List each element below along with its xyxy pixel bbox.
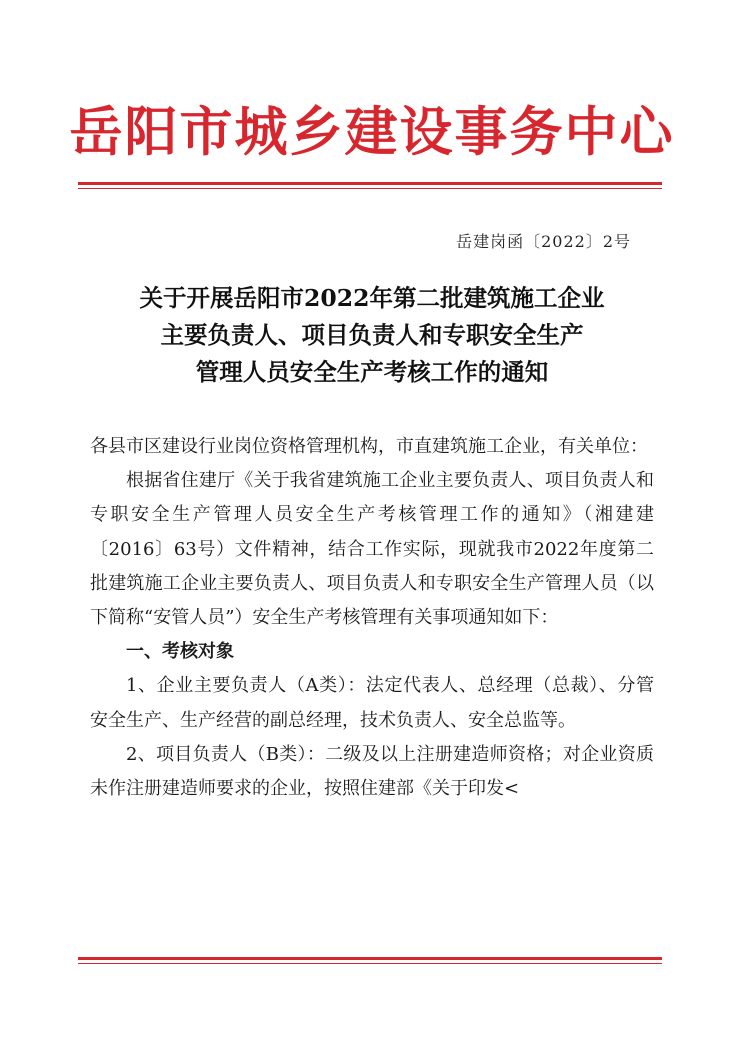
title-line-1: 关于开展岳阳市2022年第二批建筑施工企业 [139, 284, 605, 312]
paragraph-intro: 根据省住建厅《关于我省建筑施工企业主要负责人、项目负责人和专职安全生产管理人员安全生产考核管理工作的通知》（湘建建〔2016〕63号）文件精神，结合工作实际，现就我市2022年度第二批建筑施工企业主要负责人、项目负责人和专职安全生产管理人员（以下简称“安管人员”）安全生产考核管理有关事项通知如下： [90, 470, 654, 629]
footer-rule-thick [78, 957, 662, 960]
addressee: 各县市区建设行业岗位资格管理机构，市直建筑施工企业，有关单位： [90, 436, 648, 457]
title-line-2: 主要负责人、项目负责人和专职安全生产 [160, 321, 584, 349]
masthead-title: 岳阳市城乡建设事务中心 [69, 101, 675, 163]
section-heading-1: 一、考核对象 [126, 641, 234, 663]
document-body [90, 430, 654, 806]
list-item-2: 2、项目负责人（B类）：二级及以上注册建造师资格；对企业资质未作注册建造师要求的企业，按照住建部《关于印发< [90, 743, 654, 800]
footer-rule-thin [78, 963, 662, 964]
list-item-1: 1、企业主要负责人（A类）：法定代表人、总经理（总裁）、分管安全生产、生产经营的副总经理，技术负责人、安全总监等。 [90, 675, 654, 731]
document-number: 岳建岗函〔2022〕2号 [456, 232, 631, 251]
title-line-3: 管理人员安全生产考核工作的通知 [195, 358, 549, 386]
masthead-rule-thick [78, 182, 662, 185]
masthead-rule-thin [78, 188, 662, 189]
document-title [60, 280, 684, 391]
